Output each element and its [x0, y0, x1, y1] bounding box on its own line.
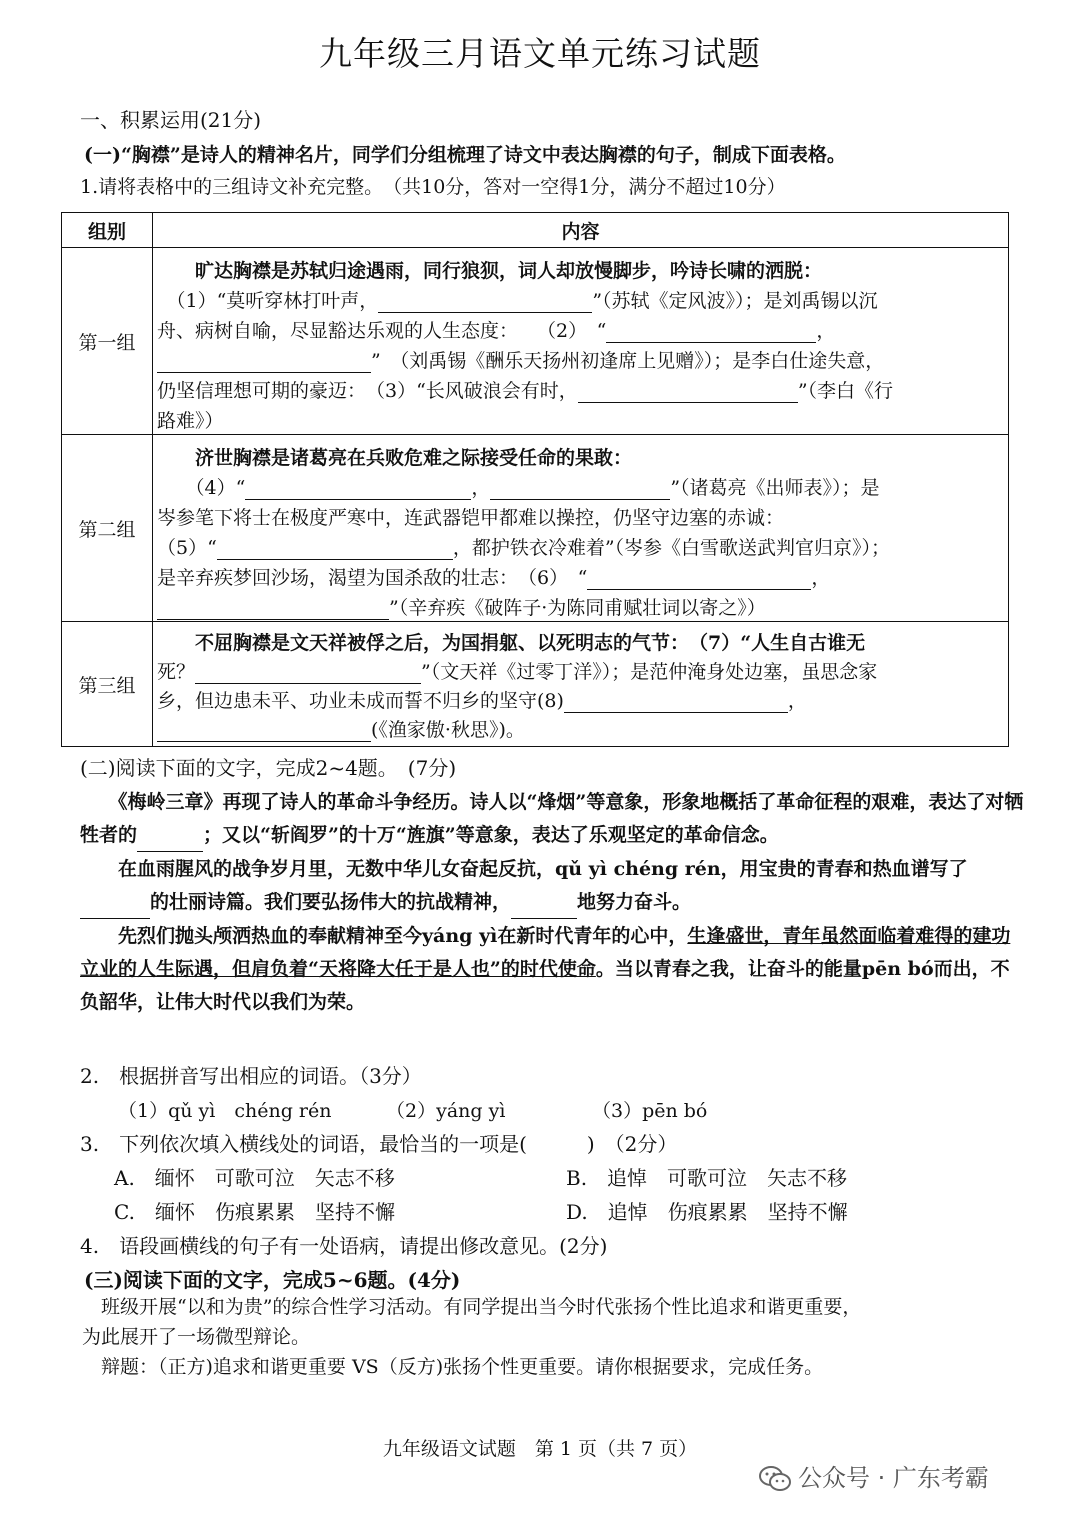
page-title: 九年级三月语文单元练习试题 [319, 34, 761, 73]
answer-blank[interactable] [587, 569, 811, 590]
option-a[interactable]: A. 缅怀 可歌可泣 矢志不移 [114, 1166, 395, 1190]
debate-topic: 辩题：（正方)追求和谐更重要 VS（反方)张扬个性更重要。请你根据要求，完成任务。 [82, 1356, 824, 1378]
group-content [153, 248, 1009, 435]
passage-text: 班级开展“以和为贵”的综合性学习活动。有同学提出当今时代张扬个性比追求和谐更重要， [82, 1296, 862, 1318]
text-line: （5）“ [157, 537, 217, 559]
question-2: 2. 根据拼音写出相应的词语。（3分） [80, 1064, 422, 1088]
question-1: 1.请将表格中的三组诗文补充完整。 （共10分，答对一空得1分，满分不超过10分） [80, 176, 786, 198]
text-line: 是辛弃疾梦回沙场，渴望为国杀敌的壮志： （6） “ [157, 567, 588, 589]
page-footer: 九年级语文试题 第 1 页（共 7 页） [382, 1438, 698, 1460]
text-line: ”（辛弃疾《破阵子·为陈同甫赋壮词以寄之》） [389, 597, 766, 619]
group-content [153, 435, 1009, 622]
text-line: 岑参笔下将士在极度严寒中，连武器铠甲都难以操控，仍坚守边塞的赤诚： [157, 507, 785, 529]
option-b[interactable]: B. 追悼 可歌可泣 矢志不移 [566, 1166, 848, 1190]
text-line: ， [816, 320, 836, 342]
reading-passage [80, 786, 1025, 1019]
text-line: ， [787, 690, 807, 712]
table-row [62, 435, 1009, 622]
group-name: 第三组 [62, 622, 153, 747]
text-line: ”（苏轼《定风波》）；是刘禹锡以沉 [592, 290, 878, 312]
text-line: ”（李白《行 [797, 380, 894, 402]
table-header-row [62, 213, 1009, 248]
text-line: 路难》） [157, 410, 224, 432]
text-line: ”（文天祥《过零丁洋》）；是范仲淹身处边塞，虽思念家 [421, 661, 878, 683]
text-line: 舟、病树自喻，尽显豁达乐观的人生态度： （2） “ [157, 320, 607, 342]
answer-blank[interactable] [578, 382, 798, 403]
question-4: 4. 语段画横线的句子有一处语病，请提出修改意见。(2分) [80, 1234, 608, 1258]
answer-blank[interactable] [80, 898, 150, 919]
text-line: 不屈胸襟是文天祥被俘之后，为国捐躯、以死明志的气节： （7）“人生自古谁无 [157, 632, 866, 654]
section-heading: (三)阅读下面的文字，完成5~6题。(4分) [84, 1268, 461, 1292]
underlined-sentence: 生逢盛世，青年虽然面临着难得的建功立业的人生际遇，但肩负着“天将降大任于是人也”的时代使命 [80, 925, 1011, 980]
passage-text: 的壮丽诗篇。我们要弘扬伟大的抗战精神， [150, 891, 512, 913]
answer-blank[interactable] [137, 831, 203, 852]
text-line: (《渔家傲·秋思》)。 [371, 719, 525, 741]
text-line: ， [471, 477, 491, 499]
passage-text: 地努力奋斗。 [577, 891, 692, 913]
group-content [153, 622, 1009, 747]
passage-text: 先烈们抛头颅洒热血的奉献精神至今yáng yì在新时代青年的心中， [80, 925, 688, 947]
table-row [62, 622, 1009, 747]
pinyin-item: （1）qǔ yì chéng rén [118, 1100, 332, 1122]
poetry-table [61, 212, 1009, 747]
answer-blank[interactable] [157, 721, 371, 742]
question-3: 3. 下列依次填入横线处的词语，最恰当的一项是( ) （2分） [80, 1132, 678, 1156]
text-line: 乡，但边患未平、功业未成而誓不归乡的坚守(8) [157, 690, 564, 712]
text-line: ， [811, 567, 831, 589]
answer-blank[interactable] [511, 898, 577, 919]
wechat-icon [758, 1465, 792, 1493]
passage-text: 为此展开了一场微型辩论。 [82, 1326, 311, 1348]
option-c[interactable]: C. 缅怀 伤痕累累 坚持不懈 [114, 1200, 395, 1224]
header-content: 内容 [153, 213, 1009, 248]
answer-blank[interactable] [195, 663, 421, 684]
text-line: 仍坚信理想可期的豪迈： （3）“长风破浪会有时， [157, 380, 578, 402]
pinyin-item: （3）pēn bó [592, 1100, 708, 1122]
pinyin-item: （2）yáng yì [386, 1100, 506, 1122]
text-line: （1）“莫听穿林打叶声， [157, 290, 379, 312]
option-d[interactable]: D. 追悼 伤痕累累 坚持不懈 [566, 1200, 848, 1224]
header-group: 组别 [62, 213, 153, 248]
answer-blank[interactable] [490, 479, 670, 500]
passage-text: 《梅岭三章》再现了诗人的革命斗争经历。诗人以“烽烟”等意象，形象地概括了革命征程的艰难，表达了对牺牲者的 [80, 791, 1024, 846]
answer-blank[interactable] [217, 539, 453, 560]
text-line: ”（诸葛亮《出师表》）；是 [670, 477, 880, 499]
text-line: （4）“ [157, 477, 246, 499]
section-heading: (二)阅读下面的文字，完成2~4题。 (7分) [80, 756, 457, 780]
group-name: 第一组 [62, 248, 153, 435]
text-line: 旷达胸襟是苏轼归途遇雨，同行狼狈，词人却放慢脚步，吟诗长啸的洒脱： [157, 260, 823, 282]
answer-blank[interactable] [378, 292, 592, 313]
answer-blank[interactable] [245, 479, 471, 500]
passage-text: 。当以青春之我，让奋斗的能量pēn bó而出，不负韶华，让伟大时代以我们为荣。 [80, 958, 1010, 1013]
text-line: 死？ [157, 661, 196, 683]
section-intro: (一)“胸襟”是诗人的精神名片，同学们分组梳理了诗文中表达胸襟的句子，制成下面表格。 [84, 144, 846, 166]
text-line: 济世胸襟是诸葛亮在兵败危难之际接受任命的果敢： [157, 447, 633, 469]
passage-text: ；又以“斩阎罗”的十万“旌旗”等意象，表达了乐观坚定的革命信念。 [203, 824, 779, 846]
answer-blank[interactable] [157, 599, 389, 620]
passage-text: 在血雨腥风的战争岁月里，无数中华儿女奋起反抗，qǔ yì chéng rén，用宝贵的青春和热血谱写了 [80, 858, 968, 880]
watermark [758, 1458, 989, 1493]
answer-blank[interactable] [564, 692, 788, 713]
group-name: 第二组 [62, 435, 153, 622]
table-row [62, 248, 1009, 435]
answer-blank[interactable] [157, 352, 371, 373]
section-heading: 一、积累运用(21分) [80, 108, 262, 132]
text-line: ” （刘禹锡《酬乐天扬州初逢席上见赠》）；是李白仕途失意， [371, 350, 885, 372]
watermark-text: 公众号 · 广东考霸 [798, 1464, 989, 1492]
text-line: ，都护铁衣冷难着”（岑参《白雪歌送武判官归京》）； [452, 537, 891, 559]
answer-blank[interactable] [606, 322, 816, 343]
